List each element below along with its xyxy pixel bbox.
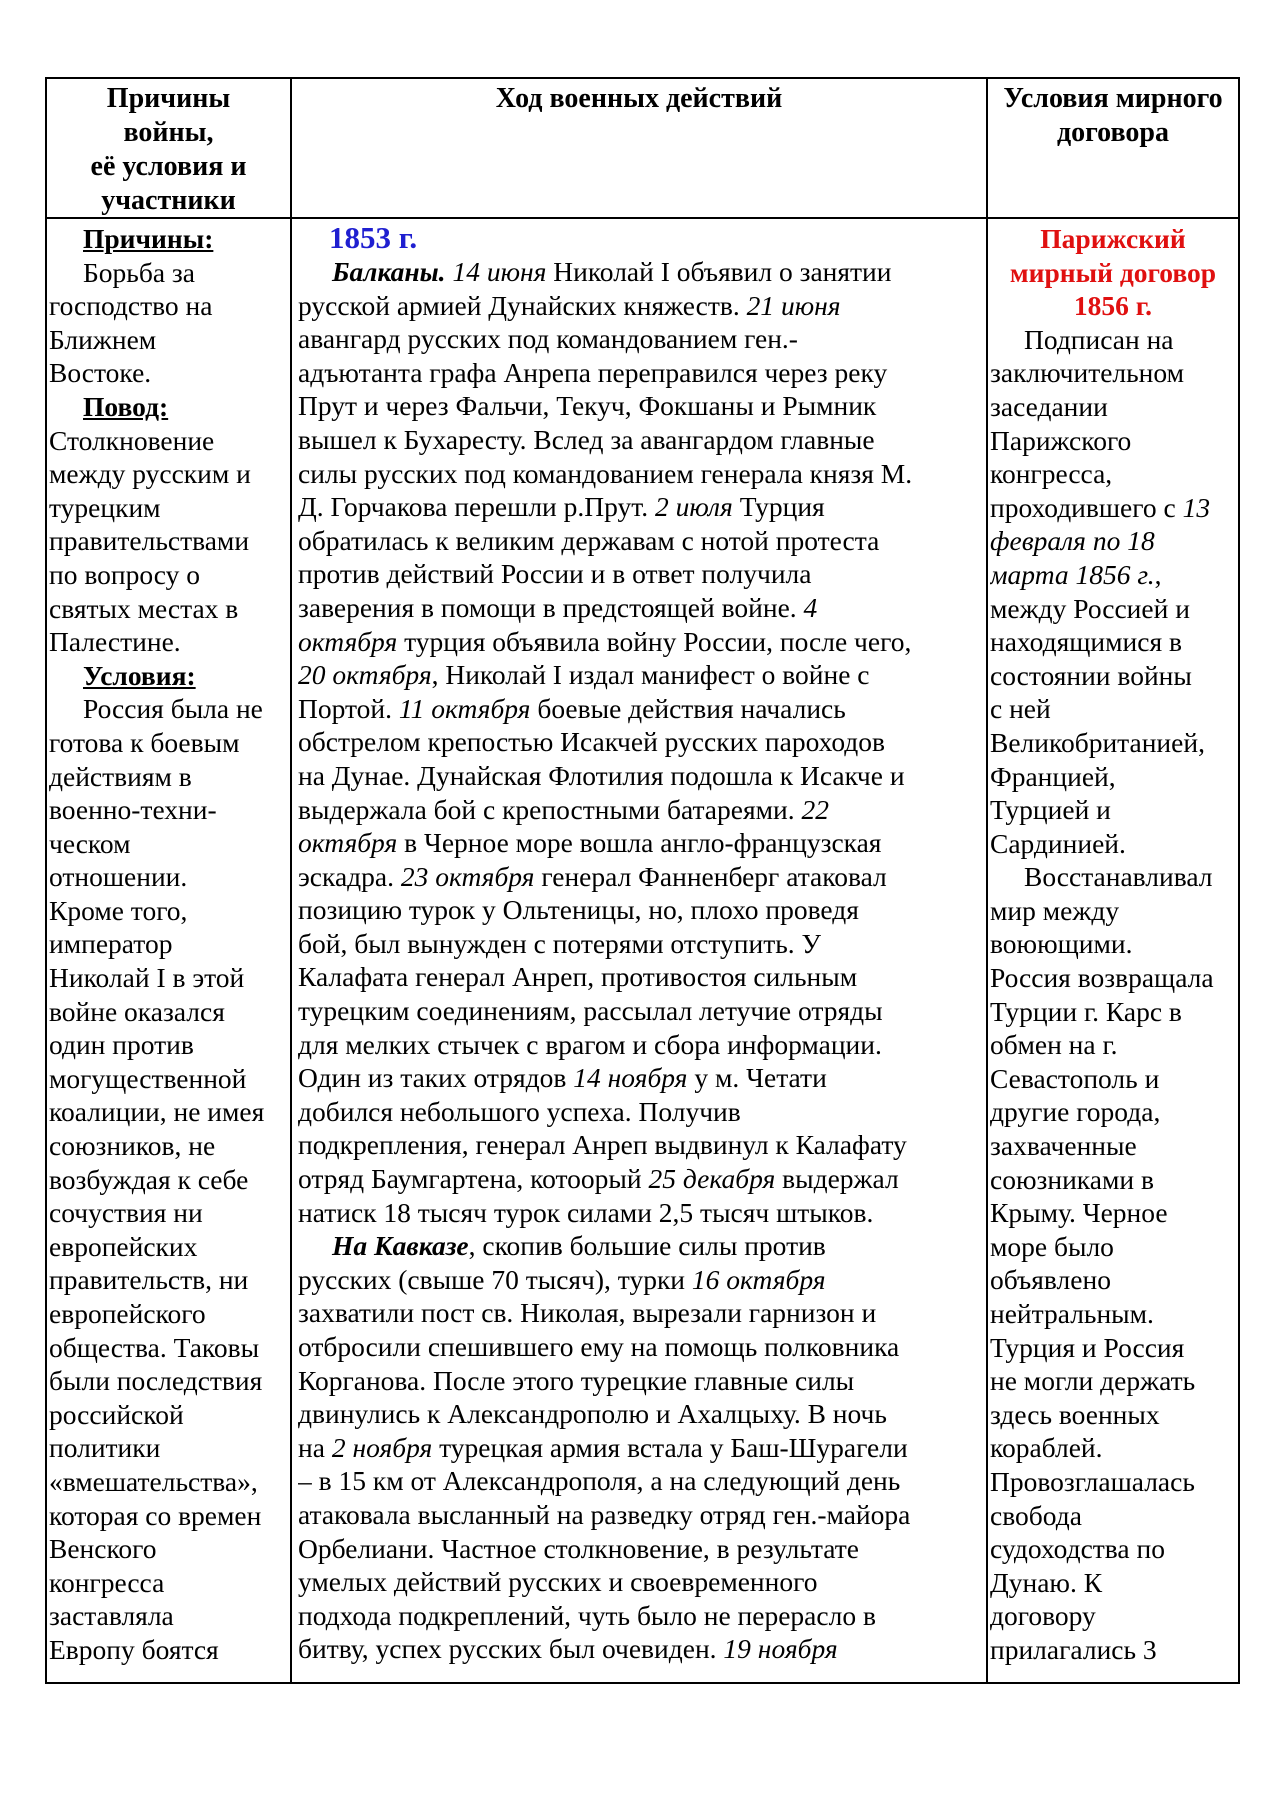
treaty-line: Турция и Россия <box>990 1331 1185 1363</box>
treaty-line: состоянии войны <box>990 659 1192 691</box>
conditions-line: могущественной <box>49 1062 247 1094</box>
header-causes-text <box>47 79 290 217</box>
header-course-text: Ход военных действий <box>495 83 783 114</box>
year-heading: 1853 г. <box>329 220 418 255</box>
pretext-text <box>49 424 288 659</box>
course-text <box>298 255 982 1666</box>
course-line: турецким соединениям, рассылал летучие отряды <box>298 995 883 1027</box>
treaty-line: море было <box>990 1230 1114 1262</box>
causes-text <box>49 256 288 390</box>
course-line: на Дунае. Дунайская Флотилия подошла к Исакче и <box>298 759 905 791</box>
course-line: Один из таких отрядов 14 ноября у м. Четати <box>298 1062 827 1094</box>
header-row <box>46 78 1239 218</box>
treaty-cell <box>987 218 1239 1683</box>
causes-line: Борьба за <box>83 256 195 288</box>
treaty-line: не могли держать <box>990 1365 1196 1397</box>
header-line: участники <box>101 185 236 216</box>
treaty-line: Турцией и <box>990 794 1111 826</box>
treaty-line: мир между <box>990 894 1120 926</box>
treaty-line: марта 1856 г., <box>990 558 1162 590</box>
course-line: эскадра. 23 октября генерал Фанненберг атаковал <box>298 860 887 892</box>
conditions-line: союзников, не <box>49 1130 216 1162</box>
course-line: добился небольшого успеха. Получив <box>298 1095 741 1127</box>
treaty-line: Сардинией. <box>990 827 1126 859</box>
conditions-line: Николай I в этой <box>49 962 245 994</box>
treaty-line: нейтральным. <box>990 1298 1154 1329</box>
treaty-text <box>990 323 1236 1667</box>
conditions-line: готова к боевым <box>49 726 240 758</box>
treaty-line: Францией, <box>990 760 1116 792</box>
treaty-line: проходившего с 13 <box>990 491 1211 523</box>
conditions-line: сочуствия ни <box>49 1197 203 1229</box>
course-line: Калафата генерал Анреп, противостоя сильным <box>298 961 858 993</box>
course-line: против действий России и в ответ получила <box>298 558 812 590</box>
course-line: выдержала бой с крепостными батареями. 22 <box>298 793 829 825</box>
course-line: Прут и через Фальчи, Текуч, Фокшаны и Рымник <box>298 390 877 422</box>
course-line: октября в Черное море вошла англо-французская <box>298 827 882 859</box>
header-course <box>291 78 987 218</box>
header-treaty <box>987 78 1239 218</box>
conditions-line: европейских <box>49 1230 198 1262</box>
treaty-title-line: Парижский <box>1040 223 1186 254</box>
causes-cell <box>46 218 291 1683</box>
course-line: авангард русских под командованием ген.- <box>298 323 798 355</box>
header-line: Причины <box>106 83 231 114</box>
treaty-line: Россия возвращала <box>990 962 1214 994</box>
treaty-line: прилагались 3 <box>990 1633 1157 1665</box>
course-line: на 2 ноября турецкая армия встала у Баш-Шурагели <box>298 1431 908 1463</box>
conditions-line: отношении. <box>49 861 188 893</box>
treaty-title-line: 1856 г. <box>1073 290 1153 322</box>
conditions-line: были последствия <box>49 1365 263 1397</box>
header-line: её условия и <box>90 151 247 182</box>
course-line: Орбелиани. Частное столкновение, в результате <box>298 1532 859 1564</box>
course-line: атаковала высланный на разведку отряд ген.-майора <box>298 1498 911 1530</box>
conditions-title: Условия: <box>83 659 196 691</box>
course-line: обратилась к великим державам с нотой протеста <box>298 524 880 556</box>
header-line: договора <box>1057 117 1169 148</box>
conditions-line: коалиции, не имея <box>49 1096 265 1128</box>
treaty-line: Великобританией, <box>990 726 1205 758</box>
header-causes <box>46 78 291 218</box>
course-line: адъютанта графа Анрепа переправился через реку <box>298 356 888 388</box>
treaty-line: Турции г. Карс в <box>990 995 1182 1027</box>
conditions-line: Кроме того, <box>49 894 188 926</box>
conditions-line: общества. Таковы <box>49 1331 260 1363</box>
header-line: Условия мирного <box>1003 83 1223 114</box>
treaty-line: Севастополь и <box>990 1062 1160 1094</box>
course-line: Балканы. 14 июня Николай I объявил о занятии <box>332 256 892 287</box>
course-line: – в 15 км от Александрополя, а на следующий день <box>298 1465 901 1497</box>
conditions-line: политики <box>49 1432 161 1464</box>
course-line: подхода подкреплений, чуть было не перерасло в <box>298 1599 876 1631</box>
course-line: 20 октября, Николай I издал манифест о войне с <box>298 659 870 691</box>
conditions-line: Европу боятся <box>49 1633 219 1665</box>
conditions-line: конгресса <box>49 1566 165 1598</box>
treaty-line: договору <box>990 1600 1096 1632</box>
causes-line: господство на <box>49 290 213 322</box>
course-line: обстрелом крепостью Исакчей русских пароходов <box>298 726 886 758</box>
course-line: заверения в помощи в предстоящей войне. 4 <box>298 591 818 623</box>
course-line: отбросили спешившего ему на помощь полковника <box>298 1331 900 1362</box>
course-line: октября турция объявила войну России, после чего, <box>298 625 912 657</box>
treaty-line: Дунаю. К <box>990 1566 1103 1598</box>
pretext-line: Палестине. <box>49 626 181 658</box>
conditions-line: которая со времен <box>49 1499 262 1531</box>
course-line: захватили пост св. Николая, вырезали гарнизон и <box>298 1297 877 1329</box>
course-line: натиск 18 тысяч турок силами 2,5 тысяч штыков. <box>298 1196 874 1228</box>
treaty-title <box>990 222 1236 323</box>
conditions-line: один против <box>49 1029 194 1061</box>
treaty-line: заключительном <box>990 357 1185 389</box>
course-line: Корганова. После этого турецкие главные силы <box>298 1364 855 1396</box>
course-line: Д. Горчакова перешли р.Прут. 2 июля Турция <box>298 491 825 523</box>
treaty-line: обмен на г. <box>990 1029 1118 1061</box>
course-line: На Кавказе, скопив большие силы против <box>332 1230 826 1262</box>
conditions-line: войне оказался <box>49 995 225 1027</box>
conditions-line: европейского <box>49 1298 206 1329</box>
conditions-line: император <box>49 928 173 960</box>
conditions-line: российской <box>49 1398 184 1430</box>
course-line: вышел к Бухаресту. Вслед за авангардом главные <box>298 423 875 455</box>
conditions-line: правительств, ни <box>49 1264 249 1296</box>
treaty-line: между Россией и <box>990 592 1190 624</box>
treaty-line: с ней <box>990 693 1051 725</box>
course-line: Портой. 11 октября боевые действия начались <box>298 692 846 724</box>
conditions-text <box>49 692 288 1666</box>
causes-line: Ближнем <box>49 323 157 355</box>
causes-line: Востоке. <box>49 357 152 389</box>
course-line: отряд Баумгартена, котоорый 25 декабря выдержал <box>298 1163 899 1195</box>
conditions-line: военно-техни- <box>49 794 217 826</box>
treaty-line: Крыму. Черное <box>990 1197 1168 1229</box>
pretext-line: святых местах в <box>49 592 239 624</box>
causes-title: Причины: <box>83 223 214 254</box>
treaty-line: кораблей. <box>990 1432 1103 1464</box>
conditions-line: Россия была не <box>83 693 263 725</box>
treaty-line: союзниками в <box>990 1163 1154 1195</box>
conditions-line: действиям в <box>49 760 192 792</box>
treaty-line: Парижского <box>990 424 1132 456</box>
conditions-line: заставляла <box>49 1600 174 1632</box>
course-line: умелых действий русских и своевременного <box>298 1566 818 1598</box>
causes-content <box>47 219 290 1682</box>
course-line: позицию турок у Ольтеницы, но, плохо проведя <box>298 894 859 926</box>
treaty-line: захваченные <box>990 1130 1137 1162</box>
treaty-content <box>988 219 1238 1667</box>
history-table <box>45 77 1240 1684</box>
treaty-line: объявлено <box>990 1264 1111 1296</box>
treaty-line: Провозглашалась <box>990 1465 1195 1497</box>
pretext-line: турецким <box>49 491 161 523</box>
treaty-line: воюющими. <box>990 928 1133 960</box>
treaty-line: свобода <box>990 1499 1082 1531</box>
pretext-line: правительствами <box>49 525 250 557</box>
pretext-line: Столкновение <box>49 424 215 456</box>
pretext-line: по вопросу о <box>49 558 201 590</box>
treaty-title-line: мирный договор <box>1009 256 1217 288</box>
treaty-line: Подписан на <box>1024 323 1174 355</box>
course-content <box>292 219 986 1666</box>
conditions-line: «вмешательства», <box>49 1465 258 1497</box>
course-line: русской армией Дунайских княжеств. 21 июня <box>298 289 841 321</box>
treaty-line: судоходства по <box>990 1533 1165 1565</box>
course-line: подкрепления, генерал Анреп выдвинул к Калафату <box>298 1129 907 1161</box>
pretext-line: между русским и <box>49 458 251 490</box>
treaty-line: другие города, <box>990 1096 1161 1128</box>
content-row <box>46 218 1239 1683</box>
pretext-title: Повод: <box>83 390 169 422</box>
treaty-line: Восстанавливал <box>1024 861 1213 893</box>
course-line: силы русских под командованием генерала князя М. <box>298 457 913 489</box>
treaty-line: здесь военных <box>990 1398 1160 1430</box>
treaty-line: находящимися в <box>990 626 1182 658</box>
treaty-line: февраля по 18 <box>990 525 1155 557</box>
header-treaty-text <box>988 79 1238 217</box>
header-line: войны, <box>123 117 214 148</box>
treaty-line: конгресса, <box>990 458 1113 490</box>
conditions-line: Венского <box>49 1533 157 1565</box>
course-line: двинулись к Александрополю и Ахалцыху. В ночь <box>298 1398 887 1430</box>
conditions-line: ческом <box>49 827 131 859</box>
course-line: русских (свыше 70 тысяч), турки 16 октября <box>298 1263 826 1295</box>
course-line: битву, успех русских был очевиден. 19 ноября <box>298 1633 838 1665</box>
treaty-line: заседании <box>990 390 1108 422</box>
course-line: бой, был вынужден с потерями отступить. У <box>298 927 821 959</box>
course-cell <box>291 218 987 1683</box>
course-line: для мелких стычек с врагом и сбора информации. <box>298 1028 882 1060</box>
conditions-line: возбуждая к себе <box>49 1163 249 1195</box>
